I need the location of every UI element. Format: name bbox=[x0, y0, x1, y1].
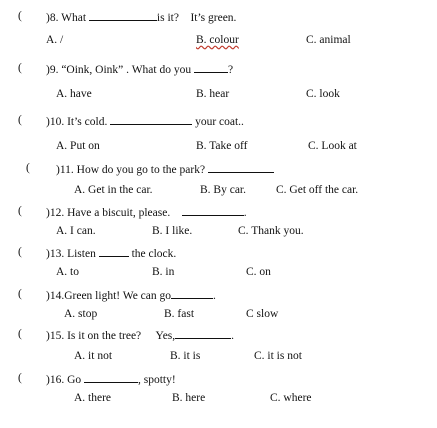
question-13 bbox=[0, 246, 437, 262]
option-b[interactable]: B. By car. bbox=[200, 184, 246, 196]
option-b[interactable]: B. in bbox=[152, 266, 175, 278]
option-c[interactable]: C. Thank you. bbox=[238, 225, 304, 237]
question-stem: )11. How do you go to the park? bbox=[56, 162, 274, 176]
question-14 bbox=[0, 288, 437, 304]
answer-paren: ( bbox=[26, 162, 30, 174]
option-b[interactable]: B. it is bbox=[170, 350, 201, 362]
answer-blank[interactable] bbox=[99, 246, 129, 257]
option-a[interactable]: A. stop bbox=[64, 308, 98, 320]
question-stem: )9. “Oink, Oink” . What do you ? bbox=[46, 64, 234, 76]
answer-paren: ( bbox=[18, 205, 22, 217]
question-10 bbox=[0, 114, 437, 130]
question-stem: )12. Have a biscuit, please. . bbox=[46, 207, 247, 219]
option-c[interactable]: C slow bbox=[246, 308, 279, 320]
question-11 bbox=[0, 162, 437, 178]
option-a[interactable]: A. it not bbox=[74, 350, 113, 362]
option-a[interactable]: A. to bbox=[56, 266, 79, 278]
option-c[interactable]: C. on bbox=[246, 266, 271, 278]
question-stem: )8. What is it? It’s green. bbox=[46, 12, 237, 24]
option-c[interactable]: C. where bbox=[270, 392, 312, 404]
question-stem: )13. Listen the clock. bbox=[46, 248, 177, 260]
question-stem: )14.Green light! We can go . bbox=[46, 290, 216, 302]
option-c[interactable]: C. Look at bbox=[308, 140, 357, 152]
answer-blank[interactable] bbox=[89, 10, 157, 21]
answer-blank[interactable] bbox=[194, 62, 228, 73]
option-b[interactable]: B. hear bbox=[196, 88, 230, 100]
option-c[interactable]: C. it is not bbox=[254, 350, 302, 362]
option-b[interactable]: B. I like. bbox=[152, 225, 193, 237]
answer-paren: ( bbox=[18, 10, 22, 22]
option-a[interactable]: A. Get in the car. bbox=[74, 184, 153, 196]
answer-blank[interactable] bbox=[208, 162, 274, 173]
option-c[interactable]: C. look bbox=[306, 88, 340, 100]
question-8 bbox=[0, 10, 437, 26]
answer-paren: ( bbox=[18, 328, 22, 340]
answer-blank[interactable] bbox=[171, 288, 213, 299]
answer-paren: ( bbox=[18, 246, 22, 258]
option-a[interactable]: A. have bbox=[56, 88, 92, 100]
option-a[interactable]: A. I can. bbox=[56, 225, 96, 237]
question-stem: )10. It’s cold. your coat.. bbox=[46, 116, 244, 128]
option-b[interactable]: B. Take off bbox=[196, 140, 248, 152]
option-a[interactable]: A. there bbox=[74, 392, 112, 404]
option-c[interactable]: C. animal bbox=[306, 34, 351, 46]
option-b[interactable]: B. colour bbox=[196, 34, 239, 46]
answer-paren: ( bbox=[18, 288, 22, 300]
answer-blank[interactable] bbox=[182, 205, 244, 216]
question-15 bbox=[0, 328, 437, 344]
answer-blank[interactable] bbox=[84, 372, 138, 383]
question-stem: )16. Go , spotty! bbox=[46, 374, 176, 386]
answer-blank[interactable] bbox=[175, 328, 231, 339]
answer-paren: ( bbox=[18, 114, 22, 126]
question-stem: )15. Is it on the tree? Yes, . bbox=[46, 330, 235, 342]
answer-blank[interactable] bbox=[110, 114, 192, 125]
question-12 bbox=[0, 205, 437, 221]
question-9 bbox=[0, 62, 437, 78]
option-a[interactable]: A. / bbox=[46, 34, 64, 46]
answer-paren: ( bbox=[18, 62, 22, 74]
option-a[interactable]: A. Put on bbox=[56, 140, 100, 152]
option-b[interactable]: B. here bbox=[172, 392, 206, 404]
option-c[interactable]: C. Get off the car. bbox=[276, 184, 359, 196]
answer-paren: ( bbox=[18, 372, 22, 384]
question-16 bbox=[0, 372, 437, 388]
option-b[interactable]: B. fast bbox=[164, 308, 195, 320]
